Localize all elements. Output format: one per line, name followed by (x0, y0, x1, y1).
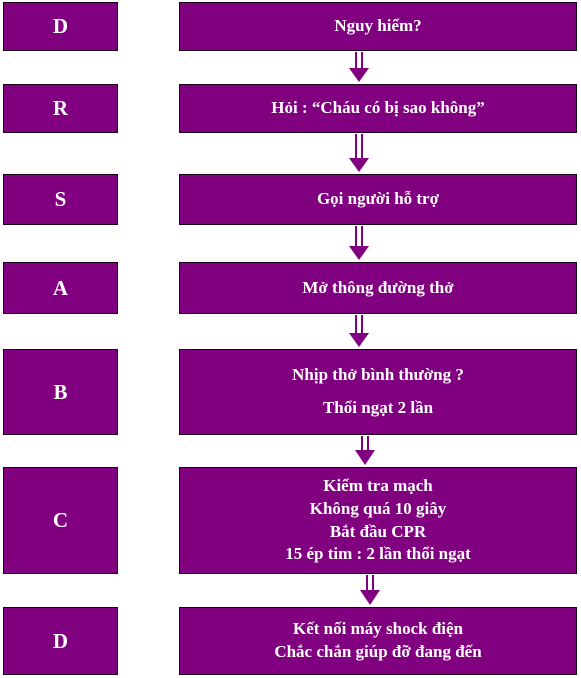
step-line: Bắt đầu CPR (329, 521, 427, 541)
step-line: Nguy hiểm? (334, 16, 422, 36)
down-arrow-icon (349, 134, 369, 172)
down-arrow-icon (360, 575, 380, 605)
step-line: Kiểm tra mạch (323, 475, 433, 495)
step-line: Chắc chắn giúp đỡ đang đến (274, 642, 482, 661)
step-line: 15 ép tim : 2 lần thổi ngạt (285, 544, 471, 564)
down-arrow-icon (355, 436, 375, 465)
step-line: Không quá 10 giây (309, 498, 447, 518)
step-line: Thổi ngạt 2 lần (322, 398, 434, 417)
step-line: Mở thông đường thở (302, 277, 454, 297)
letter-d: D (52, 14, 69, 38)
step-line: Hỏi : “Cháu có bị sao không” (271, 98, 485, 118)
letter-a: A (52, 275, 69, 300)
down-arrow-icon (349, 52, 369, 82)
letter-b: B (53, 379, 68, 404)
step-line: Gọi người hỗ trợ (316, 189, 440, 209)
letter-s: S (54, 187, 67, 211)
step-line: Kết nối máy shock điện (292, 619, 464, 639)
letter-d: D (52, 628, 69, 653)
down-arrow-icon (349, 315, 369, 347)
letter-r: R (52, 96, 69, 120)
down-arrow-icon (349, 226, 369, 260)
step-line: Nhịp thở bình thường ? (292, 365, 464, 385)
letter-c: C (52, 508, 69, 532)
